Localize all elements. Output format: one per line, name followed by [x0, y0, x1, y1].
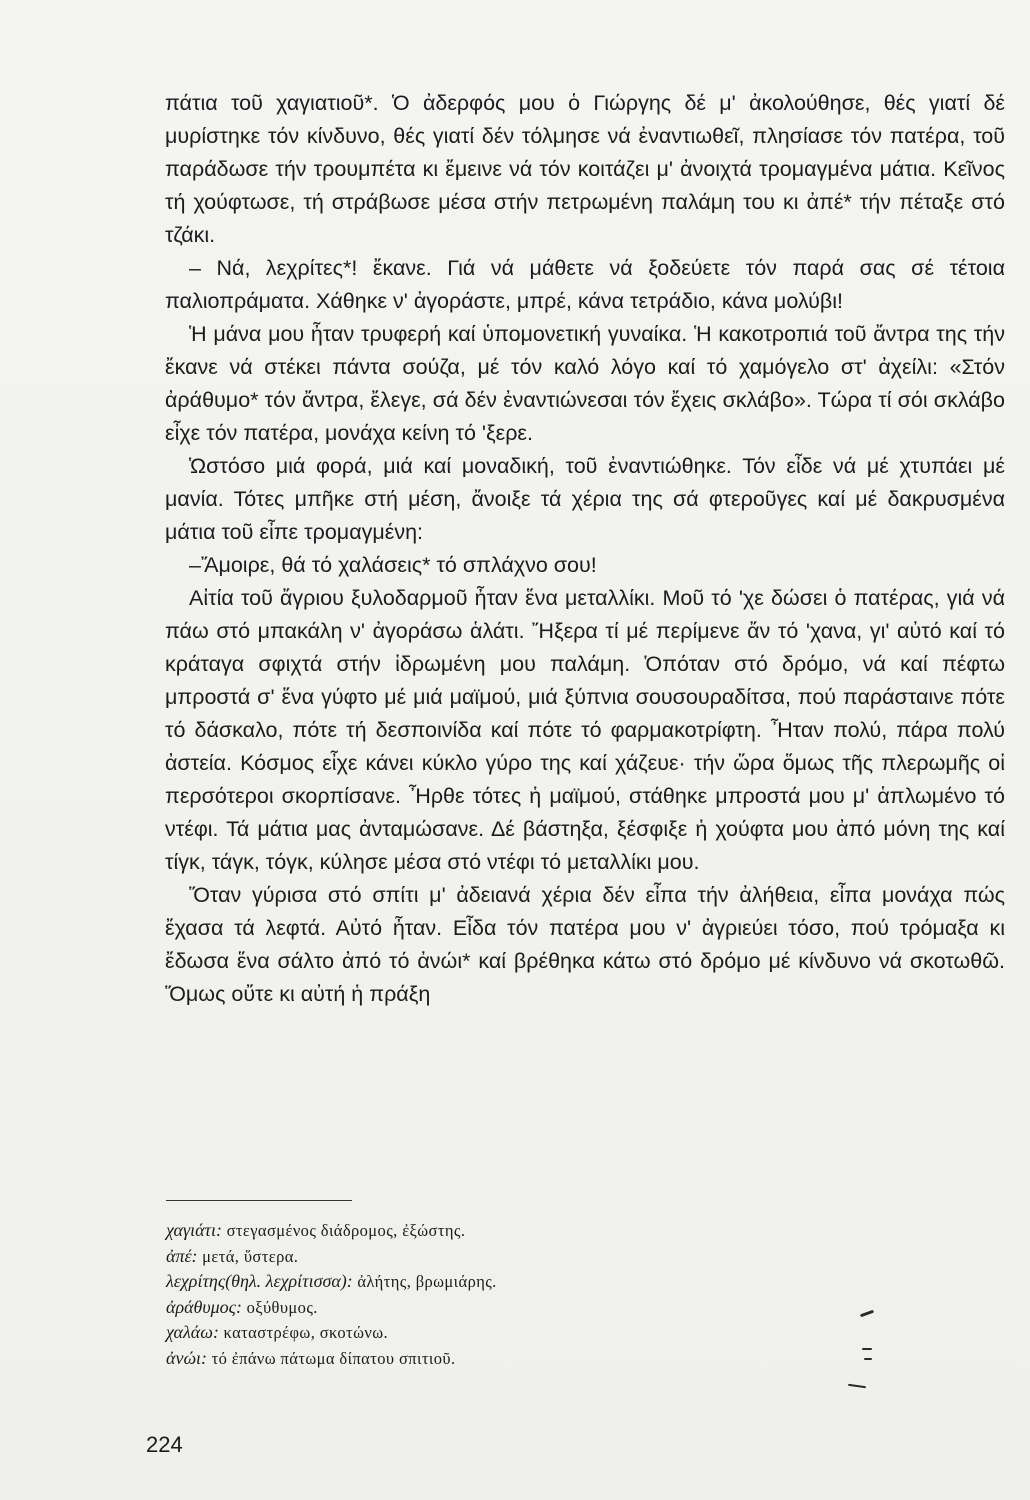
footnote-definition: οξύθυμος. [246, 1297, 318, 1317]
footnote-item [166, 1218, 726, 1244]
paragraph-4: Ὡστόσο μιά φορά, μιά καί μοναδική, τοῦ ἐναντιώθηκε. Τόν εἶδε νά μέ χτυπάει μέ μανία. Τότες μπῆκε στή μέση, ἄνοιξε τά χέρια της σά φτεροῦγες καί μέ δακρυσμένα μάτια τοῦ εἶπε τρομαγμένη: [165, 454, 1005, 544]
footnote-definition: τό ἐπάνω πάτωμα δίπατου σπιτιοῦ. [211, 1348, 456, 1368]
body-text [165, 87, 1005, 1011]
footnote-term: χαλάω: [166, 1322, 219, 1342]
footnote-term: χαγιάτι: [166, 1220, 222, 1240]
footnote-definition: στεγασμένος διάδρομος, ἐξώστης. [226, 1221, 466, 1240]
paragraph-2: – Νά, λεχρίτες*! ἔκανε. Γιά νά μάθετε νά ξοδεύετε τόν παρά σας σέ τέτοια παλιοπράματα. Χάθηκε ν' ἀγοράστε, μπρέ, κάνα τετράδιο, κάνα μολύβι! [165, 256, 1005, 313]
footnote-item [166, 1244, 726, 1270]
paragraph-1: πάτια τοῦ χαγιατιοῦ*. Ὁ ἀδερφός μου ὁ Γιώργης δέ μ' ἀκολούθησε, θές γιατί δέ μυρίστηκε τόν κίνδυνο, θές γιατί δέν τόλμησε νά ἐναντιωθεῖ, πλησίασε τόν πατέρα, τοῦ παράδωσε τήν τρουμπέτα κι ἔμεινε νά τόν κοιτάζει μ' ἀνοιχτά τρομαγμένα μάτια. Κεῖνος τή χούφτωσε, τή στράβωσε μέσα στήν πετρωμένη παλάμη του κι ἀπέ* τήν πέταξε στό τζάκι. [165, 91, 1005, 247]
margin-mark [860, 1310, 874, 1318]
margin-mark [864, 1358, 872, 1360]
footnote-item [166, 1269, 726, 1295]
footnote-divider [166, 1200, 352, 1201]
footnote-definition: ἀλήτης, βρωμιάρης. [357, 1272, 497, 1291]
footnote-definition: μετά, ὕστερα. [202, 1246, 299, 1266]
footnote-term: ἀράθυμος: [166, 1296, 242, 1317]
footnote-term: ἀπέ: [166, 1245, 198, 1266]
margin-mark [862, 1348, 872, 1350]
footnote-item [166, 1295, 726, 1321]
paragraph-3: Ἡ μάνα μου ἦταν τρυφερή καί ὑπομονετική γυναίκα. Ἡ κακοτροπιά τοῦ ἄντρα της τήν ἔκανε νά στέκει πάντα σούζα, μέ τόν καλό λόγο καί τό χαμόγελο στ' ἀχείλι: «Στόν ἀράθυμο* τόν ἄντρα, ἔλεγε, σά δέν ἐναντιώνεσαι τόν ἔχεις σκλάβο». Τώρα τί σόι σκλάβο εἶχε τόν πατέρα, μονάχα κείνη τό 'ξερε. [165, 322, 1005, 445]
footnote-item [166, 1320, 726, 1346]
footnote-item [166, 1346, 726, 1372]
margin-mark [848, 1384, 866, 1388]
footnote-term: ἀνώι: [166, 1347, 207, 1368]
footnotes [166, 1218, 726, 1371]
footnote-definition: καταστρέφω, σκοτώνω. [223, 1323, 388, 1342]
paragraph-6: Αἰτία τοῦ ἄγριου ξυλοδαρμοῦ ἦταν ἕνα μεταλλίκι. Μοῦ τό 'χε δώσει ὁ πατέρας, γιά νά πάω στό μπακάλη ν' ἀγοράσω ἁλάτι. Ἤξερα τί μέ περίμενε ἄν τό 'χανα, γι' αὐτό καί τό κράταγα σφιχτά στήν ἱδρωμένη μου παλάμη. Ὁπόταν στό δρόμο, νά καί πέφτω μπροστά σ' ἕνα γύφτο μέ μιά μαϊμού, μιά ξύπνια σουσουραδίτσα, πού παράσταινε πότε τό δάσκαλο, πότε τή δεσποινίδα καί πότε τό φαρμακοτρίφτη. Ἦταν πολύ, πάρα πολύ ἀστεία. Κόσμος εἶχε κάνει κύκλο γύρο της καί χάζευε· τήν ὥρα ὅμως τῆς πλερωμῆς οἱ περσότεροι σκορπίσανε. Ἦρθε τότες ἡ μαϊμού, στάθηκε μπροστά μου μ' ἁπλωμένο τό ντέφι. Τά μάτια μας ἀνταμώσανε. Δέ βάστηξα, ξέσφιξε ἡ χούφτα μου ἀπό μόνη της καί τίγκ, τάγκ, τόγκ, κύλησε μέσα στό ντέφι τό μεταλλίκι μου. [165, 586, 1005, 874]
paragraph-5: –Ἄμοιρε, θά τό χαλάσεις* τό σπλάχνο σου! [189, 553, 597, 577]
footnote-term: λεχρίτης(θηλ. λεχρίτισσα): [166, 1271, 353, 1291]
page-number: 224 [146, 1432, 183, 1457]
paragraph-7: Ὅταν γύρισα στό σπίτι μ' ἀδειανά χέρια δέν εἶπα τήν ἀλήθεια, εἶπα μονάχα πώς ἔχασα τά λεφτά. Αὐτό ἦταν. Εἶδα τόν πατέρα μου ν' ἀγριεύει τόσο, πού τρόμαξα κι ἔδωσα ἕνα σάλτο ἀπό τό ἀνώι* καί βρέθηκα κάτω στό δρόμο μέ κίνδυνο νά σκοτωθῶ. Ὅμως οὔτε κι αὐτή ἡ πράξη [165, 883, 1005, 1006]
